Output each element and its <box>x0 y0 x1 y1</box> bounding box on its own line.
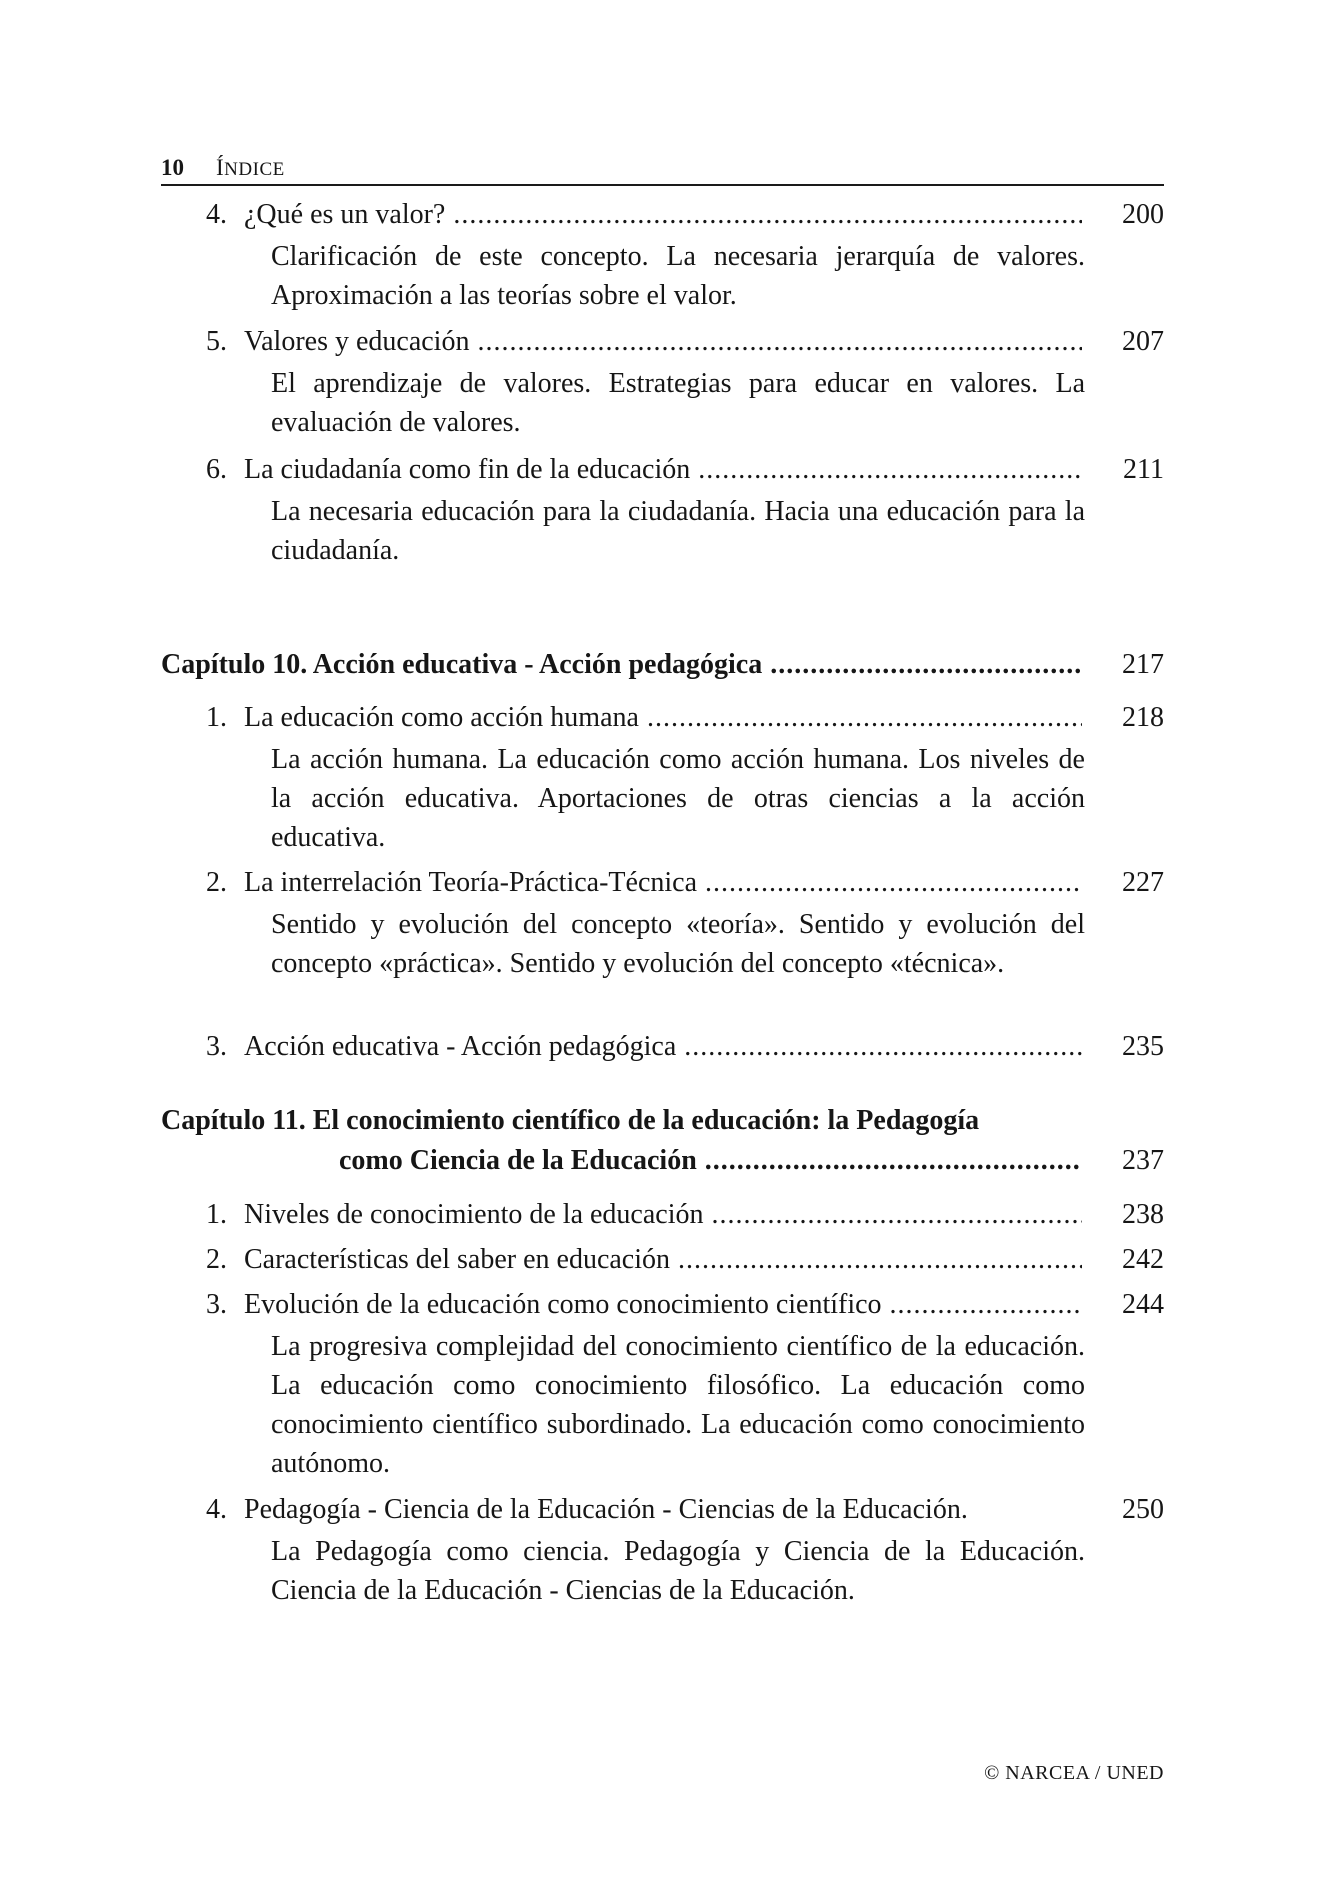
chapter-title: Capítulo 10. Acción educativa - Acción pedagógica ..... <box>161 645 1082 685</box>
chapter-page: 237 <box>1122 1145 1164 1176</box>
entry-title: La interrelación Teoría-Práctica-Técnica ..... <box>244 863 1082 903</box>
toc-entry-5[interactable] <box>161 322 1164 442</box>
entry-page: 238 <box>1122 1199 1164 1230</box>
toc-entry-11-1[interactable] <box>161 1195 1164 1235</box>
toc-entry-10-1[interactable] <box>161 698 1164 857</box>
chapter-10-heading[interactable] <box>161 645 1164 685</box>
entry-number: 3. <box>206 1289 227 1320</box>
entry-title: Acción educativa - Acción pedagógica ..... <box>244 1027 1082 1067</box>
entry-description: El aprendizaje de valores. Estrategias para educar en valores. La evaluación de valores. <box>271 368 1085 438</box>
entry-number: 4. <box>206 1494 227 1525</box>
entry-number: 1. <box>206 702 227 733</box>
chapter-11-heading[interactable] <box>161 1101 1164 1181</box>
toc-entry-10-2[interactable] <box>161 863 1164 983</box>
entry-title: La educación como acción humana ..... <box>244 698 1082 738</box>
entry-number: 4. <box>206 199 227 230</box>
entry-number: 1. <box>206 1199 227 1230</box>
entry-page: 207 <box>1122 326 1164 357</box>
toc-entry-6[interactable] <box>161 450 1164 570</box>
entry-page: 235 <box>1122 1031 1164 1062</box>
page-header <box>161 152 1164 186</box>
entry-number: 3. <box>206 1031 227 1062</box>
entry-description: La necesaria educación para la ciudadanía. Hacia una educación para la ciudadanía. <box>271 496 1085 566</box>
entry-title: ¿Qué es un valor? ..... <box>244 195 1082 235</box>
toc-entry-11-3[interactable] <box>161 1285 1164 1483</box>
toc-entry-11-2[interactable] <box>161 1240 1164 1280</box>
entry-title: La ciudadanía como fin de la educación ..... <box>244 450 1082 490</box>
toc-entry-4[interactable] <box>161 195 1164 315</box>
page-number: 10 <box>161 155 184 180</box>
entry-page: 211 <box>1123 454 1164 485</box>
chapter-title-line2: como Ciencia de la Educación ..... <box>339 1141 1082 1181</box>
entry-description: La progresiva complejidad del conocimiento científico de la educación. La educación como conocimiento filosófico. La educación como conocimiento científico subordinado. La educación como conocimiento autónomo. <box>271 1331 1085 1479</box>
entry-number: 5. <box>206 326 227 357</box>
entry-title: Pedagogía - Ciencia de la Educación - Ciencias de la Educación. <box>244 1494 968 1525</box>
chapter-page: 217 <box>1122 649 1164 680</box>
entry-description: Clarificación de este concepto. La necesaria jerarquía de valores. Aproximación a las teorías sobre el valor. <box>271 241 1085 311</box>
entry-page: 244 <box>1122 1289 1164 1320</box>
entry-page: 218 <box>1122 702 1164 733</box>
entry-title: Valores y educación ..... <box>244 322 1082 362</box>
entry-page: 242 <box>1122 1244 1164 1275</box>
entry-description: La acción humana. La educación como acción humana. Los niveles de la acción educativa. Aportaciones de otras ciencias a la acción educativa. <box>271 744 1085 853</box>
toc-entry-10-3[interactable] <box>161 1027 1164 1067</box>
entry-number: 2. <box>206 1244 227 1275</box>
toc-entry-11-4[interactable] <box>161 1490 1164 1610</box>
entry-number: 6. <box>206 454 227 485</box>
entry-page: 200 <box>1122 199 1164 230</box>
entry-title: Características del saber en educación ..... <box>244 1240 1082 1280</box>
entry-title: Evolución de la educación como conocimiento científico ..... <box>244 1285 1082 1325</box>
running-title-rest: NDICE <box>224 159 285 180</box>
entry-page: 227 <box>1122 867 1164 898</box>
entry-description: La Pedagogía como ciencia. Pedagogía y Ciencia de la Educación. Ciencia de la Educación - Ciencias de la Educación. <box>271 1536 1085 1606</box>
entry-description: Sentido y evolución del concepto «teoría». Sentido y evolución del concepto «práctica». Sentido y evolución del concepto «técnica». <box>271 909 1085 979</box>
entry-number: 2. <box>206 867 227 898</box>
running-title-initial: Í <box>216 155 225 180</box>
running-title <box>216 155 285 181</box>
entry-title: Niveles de conocimiento de la educación ..... <box>244 1195 1082 1235</box>
chapter-title-line1: Capítulo 11. El conocimiento científico de la educación: la Pedagogía <box>161 1105 980 1136</box>
copyright-footer: © NARCEA / UNED <box>984 1762 1164 1784</box>
entry-page: 250 <box>1122 1494 1164 1525</box>
